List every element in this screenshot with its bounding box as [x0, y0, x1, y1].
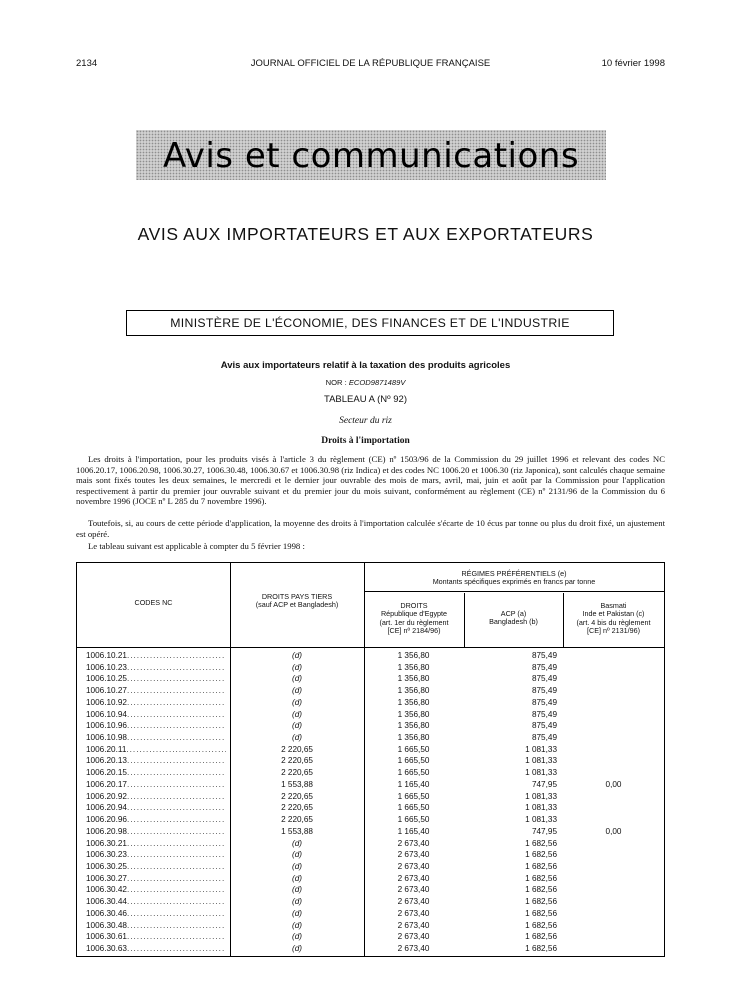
header-acp-line2: Bangladesh (b) [489, 617, 538, 627]
tiers-cell: (d) [291, 897, 302, 907]
acp-cell: 1 081,33 [525, 803, 557, 813]
table-row [77, 791, 664, 803]
acp-cell: 1 682,56 [525, 885, 557, 895]
egypte-cell: 2 673,40 [397, 873, 430, 883]
code-cell: 1006.30.21 ..... [86, 838, 226, 850]
acp-cell: 1 081,33 [525, 768, 557, 778]
code-cell: 1006.20.13 ..... [86, 755, 226, 767]
table-row [77, 838, 664, 850]
egypte-cell: 1 665,50 [397, 803, 430, 813]
tableau-number: TABLEAU A (Nº 92) [323, 394, 408, 405]
header-regimes-line2: Montants spécifiques exprimés en francs par tonne [432, 577, 596, 587]
header-acp-line1: ACP (a) [500, 609, 527, 618]
header-acp [464, 610, 563, 627]
code-cell: 1006.30.46 ..... [86, 908, 226, 920]
tiers-cell: (d) [291, 908, 302, 918]
table-row [77, 861, 664, 873]
code-cell: 1006.10.21 ..... [86, 650, 226, 662]
tiers-cell: (d) [291, 662, 302, 672]
duties-table [76, 562, 665, 957]
code-cell: 1006.30.27 ..... [86, 873, 226, 885]
egypte-cell: 1 356,80 [397, 662, 430, 672]
tiers-cell: (d) [291, 709, 302, 719]
acp-cell: 875,49 [531, 733, 557, 743]
code-cell: 1006.20.92 ..... [86, 791, 226, 803]
page-header [76, 58, 665, 72]
egypte-cell: 1 665,50 [397, 744, 430, 754]
egypte-cell: 1 165,40 [397, 779, 430, 789]
egypte-cell: 1 356,80 [397, 709, 430, 719]
acp-cell: 875,49 [531, 662, 557, 672]
header-egypte [364, 602, 464, 635]
acp-cell: 1 682,56 [525, 920, 557, 930]
egypte-cell: 1 356,80 [397, 697, 430, 707]
egypte-cell: 2 673,40 [397, 838, 430, 848]
table-row [77, 697, 664, 709]
table-row [77, 802, 664, 814]
code-cell: 1006.30.61 ..... [86, 931, 226, 943]
nor-label: NOR : [325, 378, 347, 387]
header-tiers-line2: (sauf ACP et Bangladesh) [255, 600, 339, 610]
code-cell: 1006.10.98 ..... [86, 732, 226, 744]
header-regimes-line1: RÉGIMES PRÉFÉRENTIELS (e) [461, 569, 567, 578]
issue-date: 10 février 1998 [601, 58, 665, 69]
tiers-cell: 2 220,65 [281, 768, 313, 778]
egypte-cell: 1 165,40 [397, 826, 430, 836]
egypte-cell: 2 673,40 [397, 920, 430, 930]
header-tiers-line1: DROITS PAYS TIERS [261, 592, 333, 601]
header-basmati-line3: (art. 4 bis du règlement [576, 617, 651, 627]
sector-label: Secteur du riz [339, 416, 392, 426]
acp-cell: 1 682,56 [525, 908, 557, 918]
acp-cell: 747,95 [531, 826, 557, 836]
code-cell: 1006.10.25 ..... [86, 673, 226, 685]
table-row [77, 826, 664, 838]
section-subtitle: AVIS AUX IMPORTATEURS ET AUX EXPORTATEURS [137, 224, 594, 244]
table-row [77, 685, 664, 697]
nor-reference [0, 378, 731, 387]
acp-cell: 875,49 [531, 721, 557, 731]
code-cell: 1006.30.44 ..... [86, 896, 226, 908]
code-cell: 1006.10.92 ..... [86, 697, 226, 709]
acp-cell: 875,49 [531, 674, 557, 684]
acp-cell: 1 081,33 [525, 756, 557, 766]
header-basmati-line1: Basmati [600, 601, 627, 610]
table-row [77, 662, 664, 674]
table-row [77, 744, 664, 756]
acp-cell: 875,49 [531, 697, 557, 707]
table-row [77, 650, 664, 662]
table-row [77, 849, 664, 861]
egypte-cell: 2 673,40 [397, 932, 430, 942]
code-cell: 1006.30.42 ..... [86, 884, 226, 896]
header-egypte-line4: [CE] nº 2184/96) [387, 625, 441, 635]
tiers-cell: (d) [291, 686, 302, 696]
egypte-cell: 2 673,40 [397, 897, 430, 907]
code-cell: 1006.30.63 ..... [86, 943, 226, 955]
table-row [77, 732, 664, 744]
basmati-cell: 0,00 [605, 779, 622, 789]
table-row [77, 920, 664, 932]
tiers-cell: 2 220,65 [281, 744, 313, 754]
code-cell: 1006.30.25 ..... [86, 861, 226, 873]
code-cell: 1006.20.11 ..... [86, 744, 226, 756]
table-row [77, 720, 664, 732]
acp-cell: 1 682,56 [525, 944, 557, 953]
acp-cell: 1 682,56 [525, 838, 557, 848]
tiers-cell: (d) [291, 651, 302, 660]
header-basmati-line4: [CE] nº 2131/96) [587, 625, 640, 635]
header-egypte-line2: République d'Egypte [380, 609, 448, 619]
acp-cell: 875,49 [531, 651, 557, 660]
header-regimes [364, 570, 664, 587]
egypte-cell: 1 356,80 [397, 721, 430, 731]
egypte-cell: 1 356,80 [397, 651, 430, 660]
acp-cell: 875,49 [531, 686, 557, 696]
section-banner-title: Avis et communications [162, 136, 580, 176]
header-codes-nc: CODES NC [134, 598, 173, 607]
code-cell: 1006.20.98 ..... [86, 826, 226, 838]
acp-cell: 1 081,33 [525, 744, 557, 754]
egypte-cell: 1 665,50 [397, 815, 430, 825]
basmati-cell: 0,00 [605, 826, 622, 836]
tiers-cell: (d) [291, 674, 302, 684]
egypte-cell: 1 665,50 [397, 756, 430, 766]
acp-cell: 1 682,56 [525, 873, 557, 883]
header-basmati [563, 602, 664, 635]
paragraph-3: Le tableau suivant est applicable à compter du 5 février 1998 : [88, 541, 305, 551]
egypte-cell: 2 673,40 [397, 885, 430, 895]
tiers-cell: (d) [291, 932, 302, 942]
acp-cell: 1 081,33 [525, 791, 557, 801]
table-row [77, 814, 664, 826]
egypte-cell: 1 665,50 [397, 791, 430, 801]
egypte-cell: 2 673,40 [397, 944, 430, 953]
table-row [77, 896, 664, 908]
table-row [77, 943, 664, 955]
egypte-cell: 1 356,80 [397, 733, 430, 743]
tiers-cell: (d) [291, 885, 302, 895]
paragraph-1: Les droits à l'importation, pour les produits visés à l'article 3 du règlement (CE) nº 1503/96 de la Commission du 29 juillet 1996 et relevant des codes NC 1006.20.17, 1006.20.98, 1006.30.27, 1006.30.48, 1006.30.67 et 1006.30.98 (riz Indica) et des codes NC 1006.20 et 1006.30 (riz Japonica), sont calculés chaque semaine mais sont fixés toutes les deux semaines, le mercredi et le dernier jour ouvrable des mois de mars, avril, mai, juin et août par la Commission pour l'application respectivement à partir du premier jour ouvrable suivant et du premier jour du mois suivant, conformément au règlement (CE) nº 2131/96 de la Commission du 6 novembre 1996 (JOCE nº L 285 du 7 novembre 1996). [76, 454, 665, 507]
tiers-cell: (d) [291, 850, 302, 860]
ministry-box: MINISTÈRE DE L'ÉCONOMIE, DES FINANCES ET DE L'INDUSTRIE [126, 310, 614, 336]
table-row [77, 884, 664, 896]
acp-cell: 1 081,33 [525, 815, 557, 825]
tiers-cell: 1 553,88 [281, 779, 313, 789]
acp-cell: 1 682,56 [525, 861, 557, 871]
header-bottom-rule [77, 647, 664, 648]
egypte-cell: 1 665,50 [397, 768, 430, 778]
code-cell: 1006.10.96 ..... [86, 720, 226, 732]
table-row [77, 779, 664, 791]
code-cell: 1006.30.23 ..... [86, 849, 226, 861]
table-row [77, 673, 664, 685]
tiers-cell: (d) [291, 920, 302, 930]
egypte-cell: 2 673,40 [397, 861, 430, 871]
header-egypte-line1: DROITS [400, 601, 428, 610]
acp-cell: 747,95 [531, 779, 557, 789]
code-cell: 1006.20.15 ..... [86, 767, 226, 779]
tiers-cell: 2 220,65 [281, 756, 313, 766]
paragraph-2: Toutefois, si, au cours de cette période d'application, la moyenne des droits à l'importation calculée s'écarte de 10 écus par tonne ou plus du droit fixé, un ajustement est opéré. [76, 518, 665, 539]
header-rule [364, 591, 664, 592]
table-row [77, 709, 664, 721]
code-cell: 1006.30.48 ..... [86, 920, 226, 932]
egypte-cell: 2 673,40 [397, 850, 430, 860]
acp-cell: 1 682,56 [525, 897, 557, 907]
page-number: 2134 [76, 58, 98, 69]
code-cell: 1006.20.94 ..... [86, 802, 226, 814]
tiers-cell: (d) [291, 721, 302, 731]
tiers-cell: (d) [291, 733, 302, 743]
tiers-cell: 1 553,88 [281, 826, 313, 836]
notice-title: Avis aux importateurs relatif à la taxation des produits agricoles [220, 360, 511, 371]
code-cell: 1006.20.96 ..... [86, 814, 226, 826]
nor-value: ECOD9871489V [348, 378, 406, 387]
egypte-cell: 1 356,80 [397, 686, 430, 696]
table-row [77, 908, 664, 920]
header-egypte-line3: (art. 1er du règlement [379, 617, 449, 627]
code-cell: 1006.10.27 ..... [86, 685, 226, 697]
header-tiers [230, 593, 364, 610]
table-row [77, 931, 664, 943]
tiers-cell: (d) [291, 861, 302, 871]
header-basmati-line2: Inde et Pakistan (c) [582, 609, 645, 619]
acp-cell: 1 682,56 [525, 850, 557, 860]
table-row [77, 873, 664, 885]
egypte-cell: 2 673,40 [397, 908, 430, 918]
acp-cell: 875,49 [531, 709, 557, 719]
table-row [77, 755, 664, 767]
section-heading: Droits à l'importation [321, 436, 410, 446]
table-row [77, 767, 664, 779]
tiers-cell: (d) [291, 697, 302, 707]
code-cell: 1006.10.94 ..... [86, 709, 226, 721]
journal-title: JOURNAL OFFICIEL DE LA RÉPUBLIQUE FRANÇAISE [250, 58, 491, 69]
tiers-cell: (d) [291, 873, 302, 883]
acp-cell: 1 682,56 [525, 932, 557, 942]
code-cell: 1006.10.23 ..... [86, 662, 226, 674]
tiers-cell: 2 220,65 [281, 803, 313, 813]
code-cell: 1006.20.17 ..... [86, 779, 226, 791]
tiers-cell: (d) [291, 838, 302, 848]
tiers-cell: 2 220,65 [281, 815, 313, 825]
tiers-cell: (d) [291, 944, 302, 953]
tiers-cell: 2 220,65 [281, 791, 313, 801]
egypte-cell: 1 356,80 [397, 674, 430, 684]
